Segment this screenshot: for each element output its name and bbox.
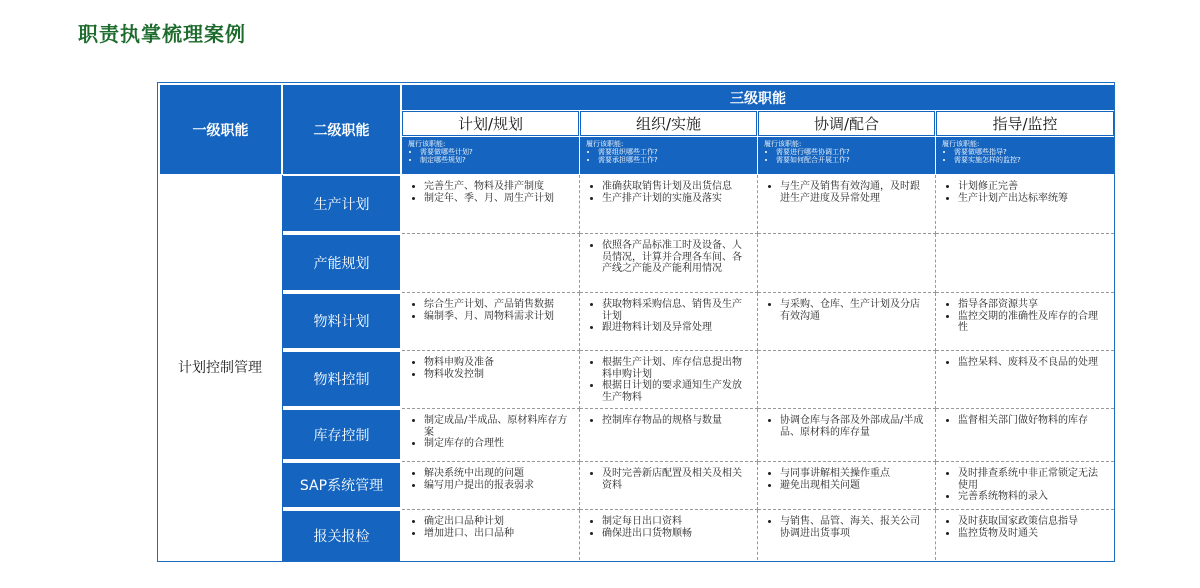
hint-title: 履行该职能: bbox=[408, 140, 446, 148]
hint-title: 履行该职能: bbox=[764, 140, 802, 148]
duty-item: • 根据生产计划、库存信息提出物料申购计划 bbox=[602, 357, 749, 380]
duty-item: • 与同事讲解相关操作重点 bbox=[780, 468, 927, 480]
duty-cell bbox=[580, 175, 758, 234]
header-col-label: 指导/监控 bbox=[992, 115, 1058, 133]
duty-item: • 及时排查系统中非正常锁定无法使用 bbox=[958, 468, 1106, 491]
duty-item: • 确保进出口货物顺畅 bbox=[602, 528, 749, 540]
row-label-1 bbox=[283, 176, 400, 235]
row-label-text: 库存控制 bbox=[313, 427, 370, 444]
duty-list bbox=[944, 181, 1106, 204]
duty-cell bbox=[936, 462, 1114, 510]
header-col-2 bbox=[580, 111, 757, 136]
row-label-4 bbox=[283, 352, 400, 410]
duty-cell bbox=[758, 462, 936, 510]
duty-item: • 解决系统中出现的问题 bbox=[424, 468, 571, 480]
header-col-hint-2 bbox=[580, 137, 757, 174]
duty-cell bbox=[402, 351, 580, 409]
duty-item: • 与采购、仓库、生产计划及分店有效沟通 bbox=[780, 299, 927, 322]
duty-item: • 及时获取国家政策信息指导 bbox=[958, 516, 1106, 528]
duty-item: • 计划修正完善 bbox=[958, 181, 1106, 193]
duty-list bbox=[766, 516, 927, 539]
header-level2 bbox=[283, 85, 400, 174]
duty-item: • 制定每日出口资料 bbox=[602, 516, 749, 528]
row-label-6 bbox=[283, 463, 400, 511]
header-col-hint-4 bbox=[936, 137, 1114, 174]
duty-cell bbox=[402, 409, 580, 462]
header-col-hint-3 bbox=[758, 137, 935, 174]
duty-cell bbox=[936, 409, 1114, 462]
duty-item: • 制定库存的合理性 bbox=[424, 438, 571, 450]
header-col-1 bbox=[402, 111, 579, 136]
duty-list bbox=[766, 299, 927, 322]
duty-item: • 及时完善新店配置及相关及相关资料 bbox=[602, 468, 749, 491]
duty-item: • 生产计划产出达标率统筹 bbox=[958, 193, 1106, 205]
duty-item: • 增加进口、出口品种 bbox=[424, 528, 571, 540]
duty-list bbox=[944, 468, 1106, 503]
level1-name: 计划控制管理 bbox=[178, 360, 262, 376]
duty-list bbox=[588, 181, 749, 204]
duty-item: • 与生产及销售有效沟通，及时跟进生产进度及异常处理 bbox=[780, 181, 927, 204]
duty-list bbox=[588, 299, 749, 334]
duty-item: • 物料申购及准备 bbox=[424, 357, 571, 369]
hint-title: 履行该职能: bbox=[942, 140, 980, 148]
hint-title: 履行该职能: bbox=[586, 140, 624, 148]
duty-list bbox=[766, 181, 927, 204]
duty-item: • 指导各部资源共享 bbox=[958, 299, 1106, 311]
duty-cell bbox=[402, 234, 580, 293]
duty-cell bbox=[402, 462, 580, 510]
duty-item: • 协调仓库与各部及外部成品/半成品、原材料的库存量 bbox=[780, 415, 927, 438]
duty-list bbox=[766, 468, 927, 491]
duty-item: • 制定年、季、月、周生产计划 bbox=[424, 193, 571, 205]
duty-list bbox=[944, 415, 1106, 427]
hint-item: • 制定哪些规划? bbox=[420, 156, 573, 164]
hint-list bbox=[942, 148, 1108, 164]
duty-item: • 监控呆料、废料及不良品的处理 bbox=[958, 357, 1106, 369]
duty-list bbox=[588, 516, 749, 539]
duty-cell bbox=[402, 175, 580, 234]
row-label-3 bbox=[283, 294, 400, 352]
page-title: 职责执掌梳理案例 bbox=[78, 22, 246, 46]
duty-cell bbox=[580, 293, 758, 351]
hint-item: • 需要如何配合开展工作? bbox=[776, 156, 929, 164]
duty-cell bbox=[936, 175, 1114, 234]
duty-cell bbox=[758, 175, 936, 234]
duty-list bbox=[410, 181, 571, 204]
duty-list bbox=[410, 516, 571, 539]
duty-cell bbox=[758, 510, 936, 560]
duty-item: • 确定出口品种计划 bbox=[424, 516, 571, 528]
hint-list bbox=[764, 148, 929, 164]
duty-item: • 与销售、品管、海关、报关公司协调进出货事项 bbox=[780, 516, 927, 539]
duty-item: • 准确获取销售计划及出货信息 bbox=[602, 181, 749, 193]
duty-item: • 监督相关部门做好物料的库存 bbox=[958, 415, 1106, 427]
header-col-label: 协调/配合 bbox=[813, 115, 880, 133]
row-label-text: 报关报检 bbox=[313, 529, 370, 545]
duty-item: • 监控货物及时通关 bbox=[958, 528, 1106, 540]
duty-cell bbox=[936, 234, 1114, 293]
duty-cell bbox=[936, 510, 1114, 560]
duty-item: • 监控交期的准确性及库存的合理性 bbox=[958, 311, 1106, 334]
duty-cell bbox=[580, 510, 758, 560]
duty-list bbox=[410, 415, 571, 450]
duty-item: • 综合生产计划、产品销售数据 bbox=[424, 299, 571, 311]
row-label-text: SAP系统管理 bbox=[299, 478, 384, 494]
duty-item: • 生产排产计划的实施及落实 bbox=[602, 193, 749, 205]
hint-item: • 需要承担哪些工作? bbox=[598, 156, 751, 164]
duty-item: • 依照各产品标准工时及设备、人员情况，计算并合理各车间、各产线之产能及产能利用情况 bbox=[602, 240, 749, 275]
duty-list bbox=[944, 516, 1106, 539]
duty-cell bbox=[580, 351, 758, 409]
header-level3 bbox=[402, 85, 1114, 110]
header-col-label: 计划/规划 bbox=[457, 115, 524, 133]
duty-list bbox=[944, 299, 1106, 334]
duty-cell bbox=[758, 409, 936, 462]
duty-list bbox=[410, 468, 571, 491]
duty-item: • 控制库存物品的规格与数量 bbox=[602, 415, 749, 427]
hint-item: • 需要实施怎样的监控? bbox=[954, 156, 1108, 164]
duty-cell bbox=[936, 293, 1114, 351]
row-label-text: 生产计划 bbox=[313, 196, 370, 213]
duty-list bbox=[410, 299, 571, 322]
hint-item: • 需要做哪些指导? bbox=[954, 148, 1108, 156]
hint-list bbox=[586, 148, 751, 164]
header-level3-label: 三级职能 bbox=[730, 90, 786, 107]
level1-cell bbox=[158, 175, 283, 561]
header-level2-label: 二级职能 bbox=[313, 122, 370, 139]
duty-item: • 编制季、月、周物料需求计划 bbox=[424, 311, 571, 323]
row-label-text: 物料计划 bbox=[313, 314, 370, 330]
duty-list bbox=[766, 415, 927, 438]
header-level1-label: 一级职能 bbox=[192, 122, 249, 139]
row-label-text: 产能规划 bbox=[313, 255, 370, 272]
duty-list bbox=[588, 357, 749, 403]
duty-cell bbox=[402, 510, 580, 560]
duty-table bbox=[157, 82, 1115, 562]
header-level1 bbox=[160, 85, 281, 174]
duty-item: • 制定成品/半成品、原材料库存方案 bbox=[424, 415, 571, 438]
duty-cell bbox=[936, 351, 1114, 409]
duty-cell bbox=[580, 409, 758, 462]
duty-item: • 编写用户提出的报表弱求 bbox=[424, 480, 571, 492]
duty-cell bbox=[758, 234, 936, 293]
row-label-7 bbox=[283, 511, 400, 561]
header-col-label: 组织/实施 bbox=[635, 115, 702, 133]
duty-list bbox=[588, 240, 749, 275]
header-col-hint-1 bbox=[402, 137, 579, 174]
hint-item: • 需要做哪些计划? bbox=[420, 148, 573, 156]
duty-cell bbox=[758, 351, 936, 409]
duty-cell bbox=[758, 293, 936, 351]
duty-list bbox=[588, 415, 749, 427]
duty-item: • 完善生产、物料及排产制度 bbox=[424, 181, 571, 193]
header-col-4 bbox=[936, 111, 1114, 136]
duty-list bbox=[410, 357, 571, 380]
duty-item: • 根据日计划的要求通知生产发放生产物料 bbox=[602, 380, 749, 403]
row-label-2 bbox=[283, 235, 400, 294]
header-col-3 bbox=[758, 111, 935, 136]
duty-item: • 获取物料采购信息、销售及生产计划 bbox=[602, 299, 749, 322]
duty-cell bbox=[580, 234, 758, 293]
hint-list bbox=[408, 148, 573, 164]
duty-list bbox=[944, 357, 1106, 369]
duty-item: • 避免出现相关问题 bbox=[780, 480, 927, 492]
duty-list bbox=[588, 468, 749, 491]
hint-item: • 需要组织哪些工作? bbox=[598, 148, 751, 156]
duty-item: • 完善系统物料的录入 bbox=[958, 491, 1106, 503]
hint-item: • 需要进行哪些协调工作? bbox=[776, 148, 929, 156]
duty-item: • 物料收发控制 bbox=[424, 369, 571, 381]
row-label-5 bbox=[283, 410, 400, 463]
duty-cell bbox=[402, 293, 580, 351]
duty-item: • 跟进物料计划及异常处理 bbox=[602, 322, 749, 334]
row-label-text: 物料控制 bbox=[313, 372, 370, 388]
duty-cell bbox=[580, 462, 758, 510]
